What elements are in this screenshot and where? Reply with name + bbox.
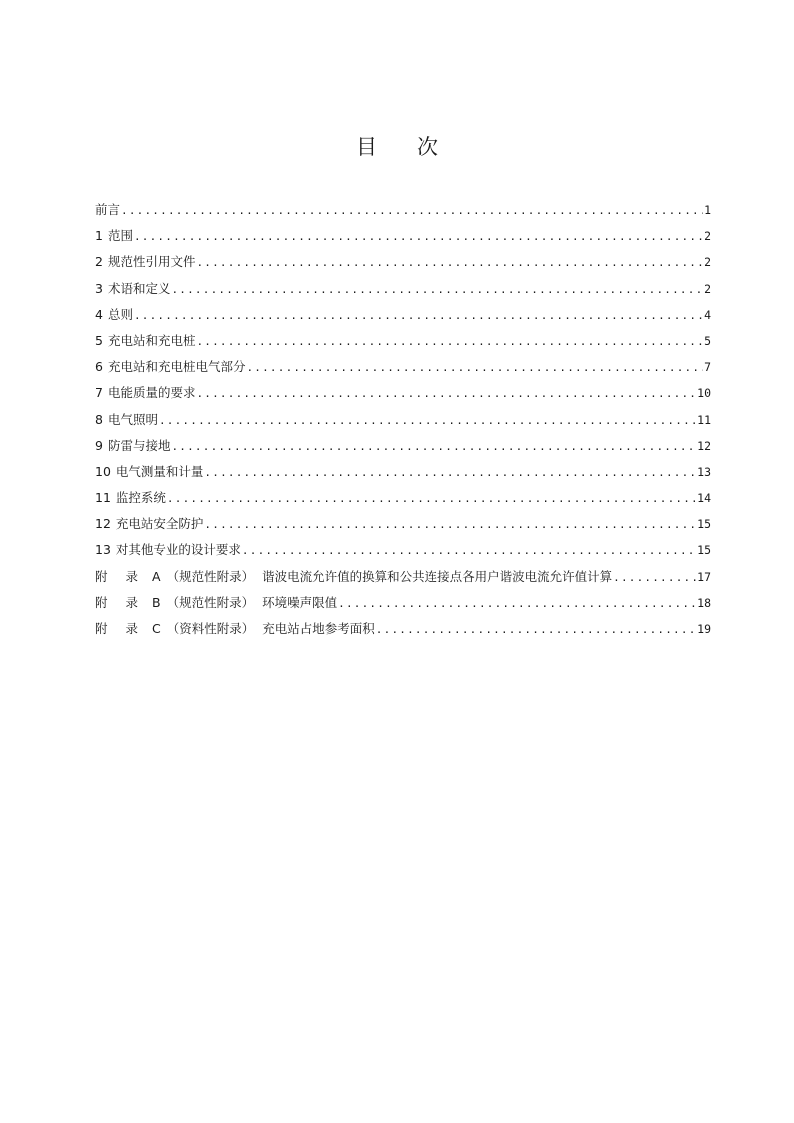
toc-page-number: 11 (697, 412, 711, 427)
toc-entry-number: 1 (95, 228, 103, 244)
toc-page-number: 19 (697, 622, 711, 636)
toc-entry-6[interactable] (95, 356, 711, 382)
toc-entry-label: 对其他专业的设计要求 (115, 542, 241, 558)
appendix-word-fu: 附 (95, 594, 108, 610)
toc-leader-dots (613, 567, 696, 589)
toc-entry-label: 电气测量和计量 (115, 463, 204, 479)
toc-leader-dots (204, 514, 696, 536)
toc-entry-number: 8 (95, 411, 103, 427)
toc-entry-label: 规范性引用文件 (107, 254, 196, 270)
toc-entry-foreword[interactable] (95, 199, 711, 225)
toc-leader-dots (196, 383, 696, 405)
toc-entry-number: 9 (95, 437, 103, 453)
toc-entry-label: 充电站安全防护 (115, 516, 204, 532)
appendix-kind: （规范性附录） (166, 594, 255, 610)
toc-page-number: 1 (704, 203, 711, 217)
toc-title-char-1: 目 (356, 135, 377, 159)
appendix-word-fu: 附 (95, 568, 108, 584)
toc-page-number: 2 (704, 229, 711, 244)
toc-leader-dots (196, 331, 703, 353)
appendix-title: 谐波电流允许值的换算和公共连接点各用户谐波电流允许值计算 (262, 568, 613, 584)
toc-entry-label: 充电站和充电桩电气部分 (107, 359, 246, 375)
toc-entry-label: 防雷与接地 (107, 437, 171, 453)
toc-leader-dots (242, 540, 696, 562)
toc-leader-dots (134, 226, 703, 248)
toc-entry-10[interactable] (95, 461, 711, 487)
toc-leader-dots (159, 410, 696, 432)
toc-entry-number: 7 (95, 385, 103, 401)
toc-title (0, 132, 794, 162)
toc-entry-label: 总则 (107, 306, 133, 322)
toc-entry-number: 6 (95, 359, 103, 375)
appendix-word-fu: 附 (95, 621, 108, 636)
toc-entry-label: 前言 (95, 202, 121, 217)
toc-entry-3[interactable] (95, 278, 711, 304)
toc-entry-7[interactable] (95, 382, 711, 408)
appendix-letter: C (152, 621, 161, 636)
appendix-title: 充电站占地参考面积 (262, 621, 375, 636)
toc-entry-label: 监控系统 (115, 490, 166, 506)
toc-page-number: 2 (704, 255, 711, 270)
toc-entry-number: 10 (95, 463, 111, 479)
toc-page-number: 2 (704, 281, 711, 296)
toc-entry-4[interactable] (95, 304, 711, 330)
toc-entry-13[interactable] (95, 539, 711, 565)
toc-entry-5[interactable] (95, 330, 711, 356)
toc-entry-appendix-a[interactable] (95, 566, 711, 592)
toc-leader-dots (171, 279, 703, 301)
appendix-kind: （规范性附录） (166, 568, 255, 584)
toc-page-number: 14 (697, 491, 711, 506)
toc-leader-dots (246, 357, 703, 379)
toc-page-number: 17 (697, 569, 711, 584)
appendix-title: 环境噪声限值 (262, 594, 338, 610)
toc-entry-label: 术语和定义 (107, 280, 171, 296)
toc-entry-number: 5 (95, 332, 103, 348)
toc-entry-number: 4 (95, 306, 103, 322)
toc-entry-label: 电气照明 (107, 411, 158, 427)
toc-leader-dots (167, 488, 696, 510)
toc-leader-dots (338, 593, 696, 615)
toc-leader-dots (376, 619, 696, 641)
toc-page-number: 5 (704, 333, 711, 348)
toc-page-number: 15 (697, 543, 711, 558)
toc-entry-8[interactable] (95, 409, 711, 435)
toc-entry-number: 2 (95, 254, 103, 270)
toc-page-number: 10 (697, 386, 711, 401)
toc-list (95, 199, 711, 644)
toc-entry-11[interactable] (95, 487, 711, 513)
appendix-word-lu: 录 (125, 621, 139, 636)
appendix-word-lu: 录 (125, 568, 139, 584)
toc-entry-number: 11 (95, 490, 111, 506)
appendix-letter: A (152, 568, 161, 584)
toc-entry-label: 充电站和充电桩 (107, 332, 196, 348)
toc-page-number: 12 (697, 438, 711, 453)
toc-entry-2[interactable] (95, 251, 711, 277)
appendix-letter: B (152, 594, 161, 610)
toc-leader-dots (204, 462, 696, 484)
toc-leader-dots (196, 252, 703, 274)
toc-entry-9[interactable] (95, 435, 711, 461)
toc-entry-label: 范围 (107, 228, 133, 244)
toc-entry-number: 12 (95, 516, 111, 532)
toc-page-number: 13 (697, 464, 711, 479)
toc-entry-12[interactable] (95, 513, 711, 539)
toc-page-number: 7 (704, 360, 711, 375)
toc-leader-dots (121, 200, 703, 222)
toc-entry-appendix-c[interactable] (95, 618, 711, 644)
toc-page-number: 18 (697, 595, 711, 610)
toc-entry-label: 电能质量的要求 (107, 385, 196, 401)
toc-entry-appendix-b[interactable] (95, 592, 711, 618)
toc-page-number: 15 (697, 517, 711, 532)
appendix-kind: （资料性附录） (166, 621, 255, 636)
toc-entry-number: 13 (95, 542, 111, 558)
toc-page-number: 4 (704, 307, 711, 322)
toc-entry-1[interactable] (95, 225, 711, 251)
toc-leader-dots (134, 305, 703, 327)
toc-entry-number: 3 (95, 280, 103, 296)
toc-leader-dots (171, 436, 696, 458)
appendix-word-lu: 录 (125, 594, 139, 610)
toc-title-char-2: 次 (417, 135, 438, 159)
